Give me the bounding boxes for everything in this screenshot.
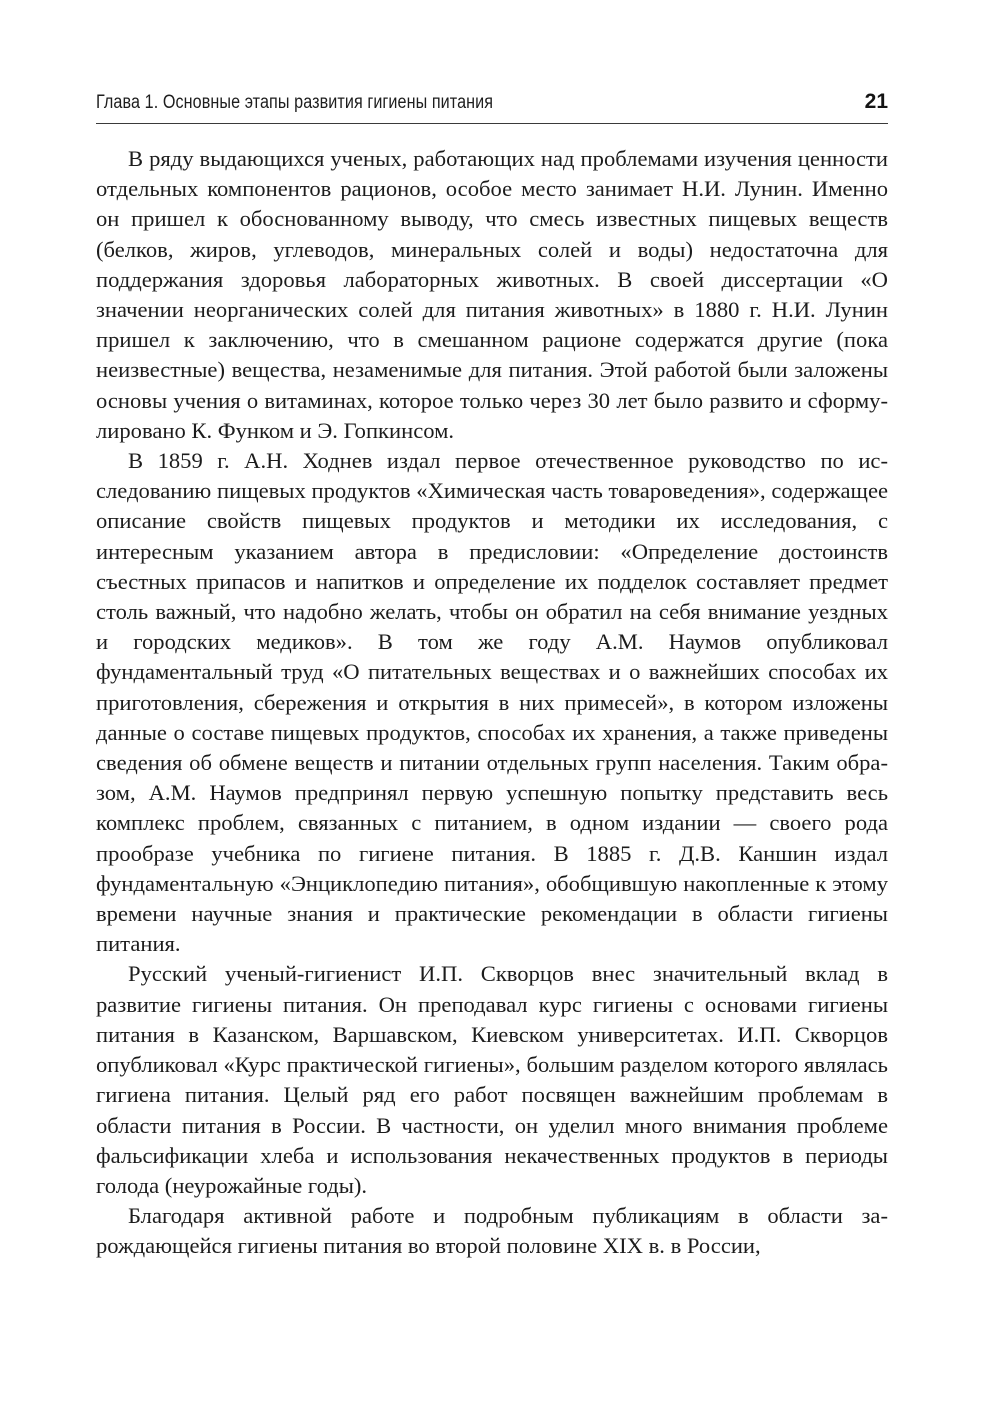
paragraph: Русский ученый-гигиенист И.П. Скворцов внес значительный вклад в развитие гигиены питания. Он преподавал курс гигиены с основами гигиены питания в Казанском, Варшавском, Киевском университетах. И.П. Скворцов опубликовал «Курс практической гигиены», большим разделом которого являлась гигиена питания. Целый ряд его работ посвящен важнейшим проблемам в области питания в России. В частности, он уделил много внимания проблеме фальсификации хлеба и использования некачественных продуктов в периоды голода (неурожайные годы). — [96, 961, 888, 1198]
paragraph: В ряду выдающихся ученых, работающих над проблемами изучения ценности отдельных компонентов рационов, особое место занимает Н.И. Лунин. Именно он пришел к обоснованному выводу, что смесь известных пищевых веществ (белков, жиров, углеводов, минеральных солей и воды) недостаточна для поддержания здоровья лабораторных животных. В своей диссертации «О значении неорганических солей для питания животных» в 1880 г. Н.И. Лунин пришел к заключению, что в смешанном рационе содержатся другие (пока неизвестные) вещества, незаменимые для питания. Этой работой были заложены основы учения о витаминах, которое только через 30 лет было развито и сформулировано К. Функом и Э. Гопкинсом. — [96, 146, 888, 443]
chapter-title: Глава 1. Основные этапы развития гигиены питания — [96, 92, 494, 113]
running-header — [96, 88, 888, 124]
paragraph: В 1859 г. А.Н. Ходнев издал первое отечественное руководство по исследованию пищевых продуктов «Химическая часть товароведения», содержащее описание свойств пищевых продуктов и методики их исследования, с интересным указанием автора в предисловии: «Определение достоинств съестных припасов и напитков и определение их подделок составляет предмет столь важный, что надобно желать, чтобы он обратил на себя внимание уездных и городских медиков». В том же году А.М. Наумов опубликовал фундаментальный труд «О питательных веществах и о важнейших способах их приготовления, сбережения и открытия в них примесей», в котором изложены данные о составе пищевых продуктов, способах их хранения, а также приведены сведения об обмене веществ и питании отдельных групп населения. Таким образом, А.М. Наумов предпринял первую успешную попытку представить весь комплекс проблем, связанных с питанием, в одном издании — своего рода прообразе учебника по гигиене питания. В 1885 г. Д.В. Каншин издал фундаментальную «Энциклопедию питания», обобщившую накопленные к этому времени научные знания и практические рекомендации в области гигиены питания. — [96, 448, 888, 957]
page-number: 21 — [864, 90, 888, 113]
body-text — [96, 144, 888, 1262]
paragraph: Благодаря активной работе и подробным публикациям в области зарождающейся гигиены питания во второй половине XIX в. в России, — [96, 1203, 888, 1259]
